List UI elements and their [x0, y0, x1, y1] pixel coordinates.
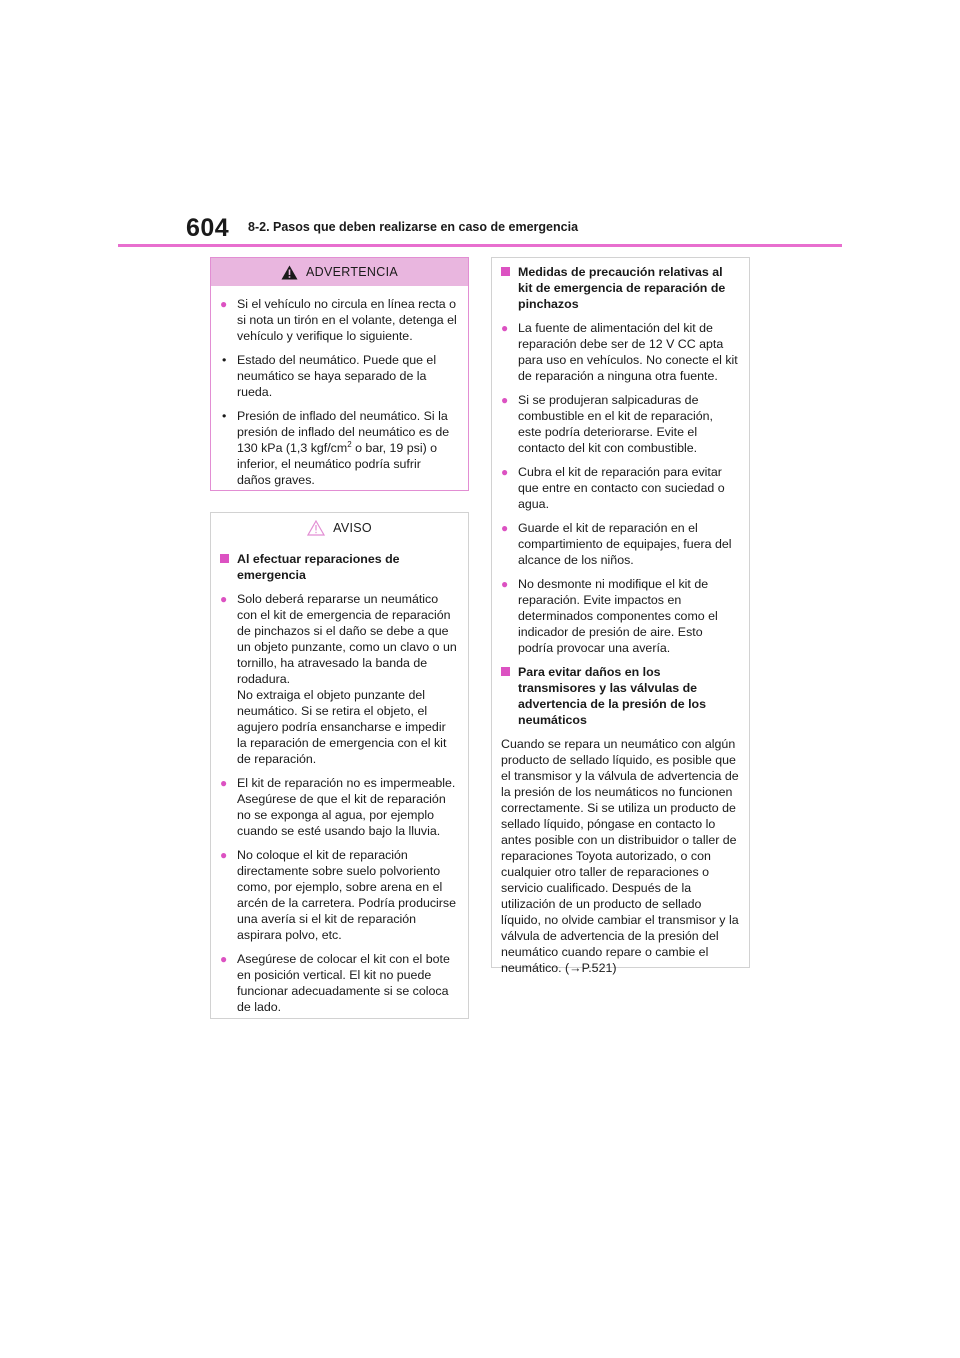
- heading-text: Para evitar daños en los transmisores y las válvulas de advertencia de la presión de los neumáticos: [518, 665, 706, 727]
- list-item-text: La fuente de alimentación del kit de reparación debe ser de 12 V CC apta para uso en vehículos. No conecte el kit de reparación a ninguna otra fuente.: [518, 321, 738, 383]
- bullet-icon: ●: [220, 592, 228, 606]
- list-item: [220, 775, 458, 839]
- list-item-text: Si el vehículo no circula en línea recta o si nota un tirón en el volante, detenga el vehículo y verifique lo siguiente.: [237, 297, 457, 343]
- list-item-text: No desmonte ni modifique el kit de reparación. Evite impactos en determinados componentes como el indicador de presión de aire. Esto podría provocar una avería.: [518, 577, 718, 655]
- page-number: 604: [186, 214, 230, 242]
- list-item-text: Asegúrese de colocar el kit con el bote en posición vertical. El kit no puede funcionar adecuadamente si se coloca de lado.: [237, 952, 450, 1014]
- dot-icon: •: [222, 409, 227, 423]
- notice-box: [210, 512, 469, 1019]
- list-item-text: Cubra el kit de reparación para evitar que entre en contacto con suciedad o agua.: [518, 465, 725, 511]
- bullet-icon: ●: [501, 465, 509, 479]
- list-item: [501, 520, 739, 568]
- bullet-icon: ●: [220, 952, 228, 966]
- list-item-text: Si se produjeran salpicaduras de combustible en el kit de reparación, este podría deteriorarse. Evite el contacto del kit con combustible.: [518, 393, 713, 455]
- body-paragraph: Cuando se repara un neumático con algún producto de sellado líquido, es posible que el transmisor y la válvula de advertencia de la presión de los neumáticos no funcionen correctamente. Si se utiliza un producto de sellado líquido, póngase en contacto lo antes posible con un distribuidor o taller de reparaciones Toyota autorizado, o con cualquier otro taller de reparaciones o servicio cualificado. Después de la utilización de un producto de sellado líquido, no olvide cambiar el transmisor y la válvula de advertencia de la presión del neumático cuando repare o cambie el neumático. (→P.521): [501, 737, 739, 975]
- bullet-icon: ●: [501, 577, 509, 591]
- list-item-text: No coloque el kit de reparación directamente sobre suelo polvoriento como, por ejemplo, sobre arena en el arcén de la carretera. Podría producirse una avería si el kit de reparación aspirara polvo, etc.: [237, 848, 457, 942]
- list-item: [220, 951, 458, 1015]
- list-item: [220, 847, 458, 943]
- warning-box-title: ADVERTENCIA: [306, 265, 398, 279]
- list-subitem-text: [237, 408, 458, 488]
- section-heading: [501, 264, 739, 312]
- list-item: [220, 591, 458, 767]
- list-item: [501, 576, 739, 656]
- superscript: 2: [347, 439, 352, 449]
- pressure-text-start: Presión de inflado del neumático. Si la presión de inflado del neumático es de 130 kPa (1,3 kgf/cm: [237, 409, 450, 455]
- square-bullet-icon: [501, 664, 518, 676]
- dot-icon: •: [222, 353, 227, 367]
- list-item-text: El kit de reparación no es impermeable. Asegúrese de que el kit de reparación no se exponga al agua, por ejemplo cuando se esté usando bajo la lluvia.: [237, 776, 456, 838]
- notice-box-header: [211, 513, 468, 543]
- right-box: [491, 257, 750, 975]
- section-heading: [501, 664, 739, 728]
- section-heading: [220, 551, 458, 583]
- list-subitem-text: Estado del neumático. Puede que el neumático se haya separado de la rueda.: [237, 353, 437, 399]
- square-bullet-icon: [220, 551, 237, 563]
- bullet-icon: ●: [501, 321, 509, 335]
- bullet-icon: ●: [220, 848, 228, 862]
- list-item-text-continued: No extraiga el objeto punzante del neumático. Si se retira el objeto, el agujero podría ensancharse e impedir la reparación de emergencia con el kit de reparación.: [237, 688, 447, 766]
- bullet-icon: ●: [220, 776, 228, 790]
- list-item: [220, 296, 458, 344]
- list-subitem: [220, 408, 458, 488]
- section-title: 8-2. Pasos que deben realizarse en caso de emergencia: [248, 220, 579, 234]
- heading-text: Medidas de precaución relativas al kit de emergencia de reparación de pinchazos: [518, 265, 726, 311]
- list-item: [501, 320, 739, 384]
- heading-text: Al efectuar reparaciones de emergencia: [237, 552, 400, 582]
- warning-triangle-icon: [281, 265, 298, 280]
- warning-box-header: [211, 258, 468, 286]
- notice-box-title: AVISO: [333, 521, 372, 535]
- bullet-icon: ●: [220, 297, 228, 311]
- list-subitem: [220, 352, 458, 400]
- list-item-text: Solo deberá repararse un neumático con el kit de emergencia de reparación de pinchazos si el daño se debe a que un objeto punzante, como un clavo o un tornillo, ha atravesado la banda de rodadura.: [237, 592, 457, 686]
- bullet-icon: ●: [501, 393, 509, 407]
- notice-triangle-icon: [307, 520, 325, 536]
- square-bullet-icon: [501, 264, 518, 276]
- pressure-text-end: o bar, 19 psi) o inferior, el neumático podría sufrir daños graves.: [237, 441, 438, 487]
- list-item: [501, 464, 739, 512]
- list-item-text: Guarde el kit de reparación en el compartimiento de equipajes, fuera del alcance de los niños.: [518, 521, 732, 567]
- bullet-icon: ●: [501, 521, 509, 535]
- header-rule: [118, 244, 842, 247]
- warning-box: [210, 257, 469, 491]
- list-item: [501, 392, 739, 456]
